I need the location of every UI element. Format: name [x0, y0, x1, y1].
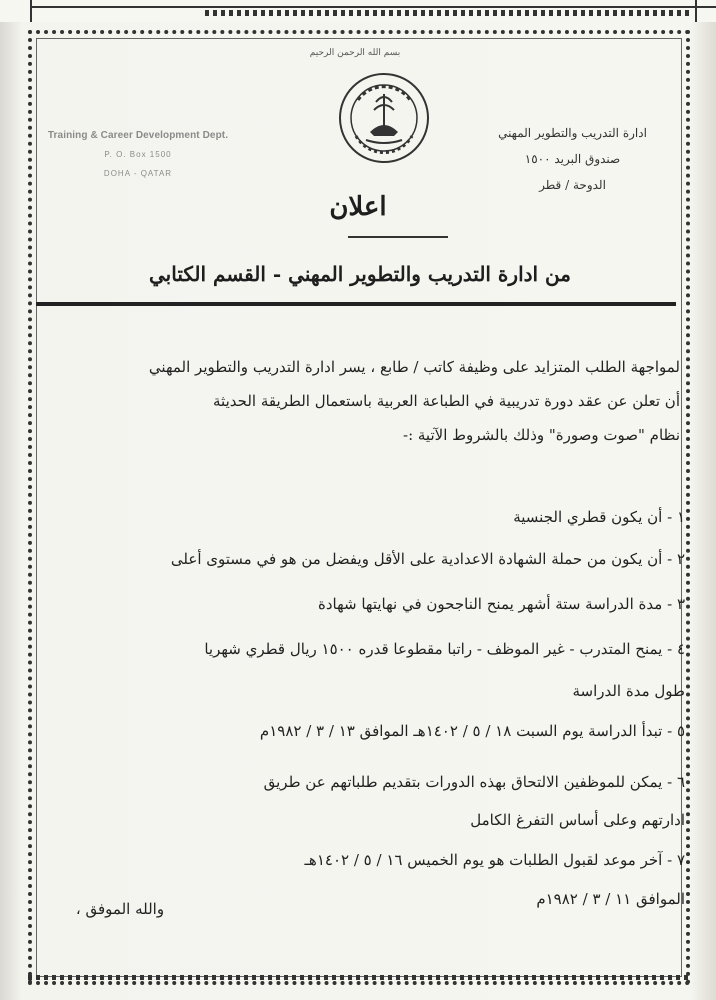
condition-1: ١ - أن يكون قطري الجنسية — [513, 508, 685, 526]
title-underline — [348, 230, 448, 238]
basmala: بسم الله الرحمن الرحيم — [309, 48, 401, 58]
condition-6: ٦ - يمكن للموظفين الالتحاق بهذه الدورات بتقديم طلباتهم عن طريق — [263, 773, 685, 791]
english-letterhead — [38, 130, 238, 178]
arabic-letterhead — [470, 120, 675, 198]
condition-5: ٥ - تبدأ الدراسة يوم السبت ١٨ / ٥ / ١٤٠٢هـ الموافق ١٣ / ٣ / ١٩٨٢م — [259, 722, 685, 740]
qatar-emblem-icon — [336, 70, 432, 166]
english-po-box: P. O. Box 1500 — [104, 150, 172, 159]
condition-3: ٣ - مدة الدراسة ستة أشهر يمنح الناجحون في نهايتها شهادة — [318, 595, 685, 613]
intro-line: أن تعلن عن عقد دورة تدريبية في الطباعة العربية باستعمال الطريقة الحديثة — [213, 392, 680, 410]
arabic-po-box: صندوق البريد ١٥٠٠ — [524, 152, 621, 166]
arabic-dept-name: ادارة التدريب والتطوير المهني — [498, 126, 647, 140]
english-city: DOHA - QATAR — [103, 169, 173, 178]
english-dept-name: Training & Career Development Dept. — [47, 130, 229, 141]
announcement-title: اعلان — [329, 192, 387, 222]
condition-2: ٢ - أن يكون من حملة الشهادة الاعدادية على الأقل ويفضل من هو في مستوى أعلى — [170, 550, 685, 568]
condition-4: ٤ - يمنح المتدرب - غير الموظف - راتبا مقطوعا قدره ١٥٠٠ ريال قطري شهريا — [204, 640, 685, 658]
intro-line: لمواجهة الطلب المتزايد على وظيفة كاتب / طابع ، يسر ادارة التدريب والتطوير المهني — [148, 358, 680, 376]
closing-phrase: والله الموفق ، — [75, 900, 165, 918]
bottom-border-dots — [28, 975, 690, 980]
top-border-strip — [0, 0, 716, 22]
intro-line: نظام "صوت وصورة" وذلك بالشروط الآتية :- — [403, 426, 680, 444]
condition-6-continued: ادارتهم وعلى أساس التفرغ الكامل — [470, 811, 685, 829]
announcement-subtitle: من ادارة التدريب والتطوير المهني - القسم الكتابي — [149, 262, 571, 286]
condition-7: ٧ - آخر موعد لقبول الطلبات هو يوم الخميس ١٦ / ٥ / ١٤٠٢هـ — [304, 851, 685, 869]
condition-4-continued: طول مدة الدراسة — [572, 682, 685, 700]
condition-7-continued: الموافق ١١ / ٣ / ١٩٨٢م — [536, 890, 685, 908]
arabic-city: الدوحة / قطر — [539, 178, 606, 192]
heading-rule — [36, 302, 676, 306]
intro-paragraph — [40, 355, 680, 457]
